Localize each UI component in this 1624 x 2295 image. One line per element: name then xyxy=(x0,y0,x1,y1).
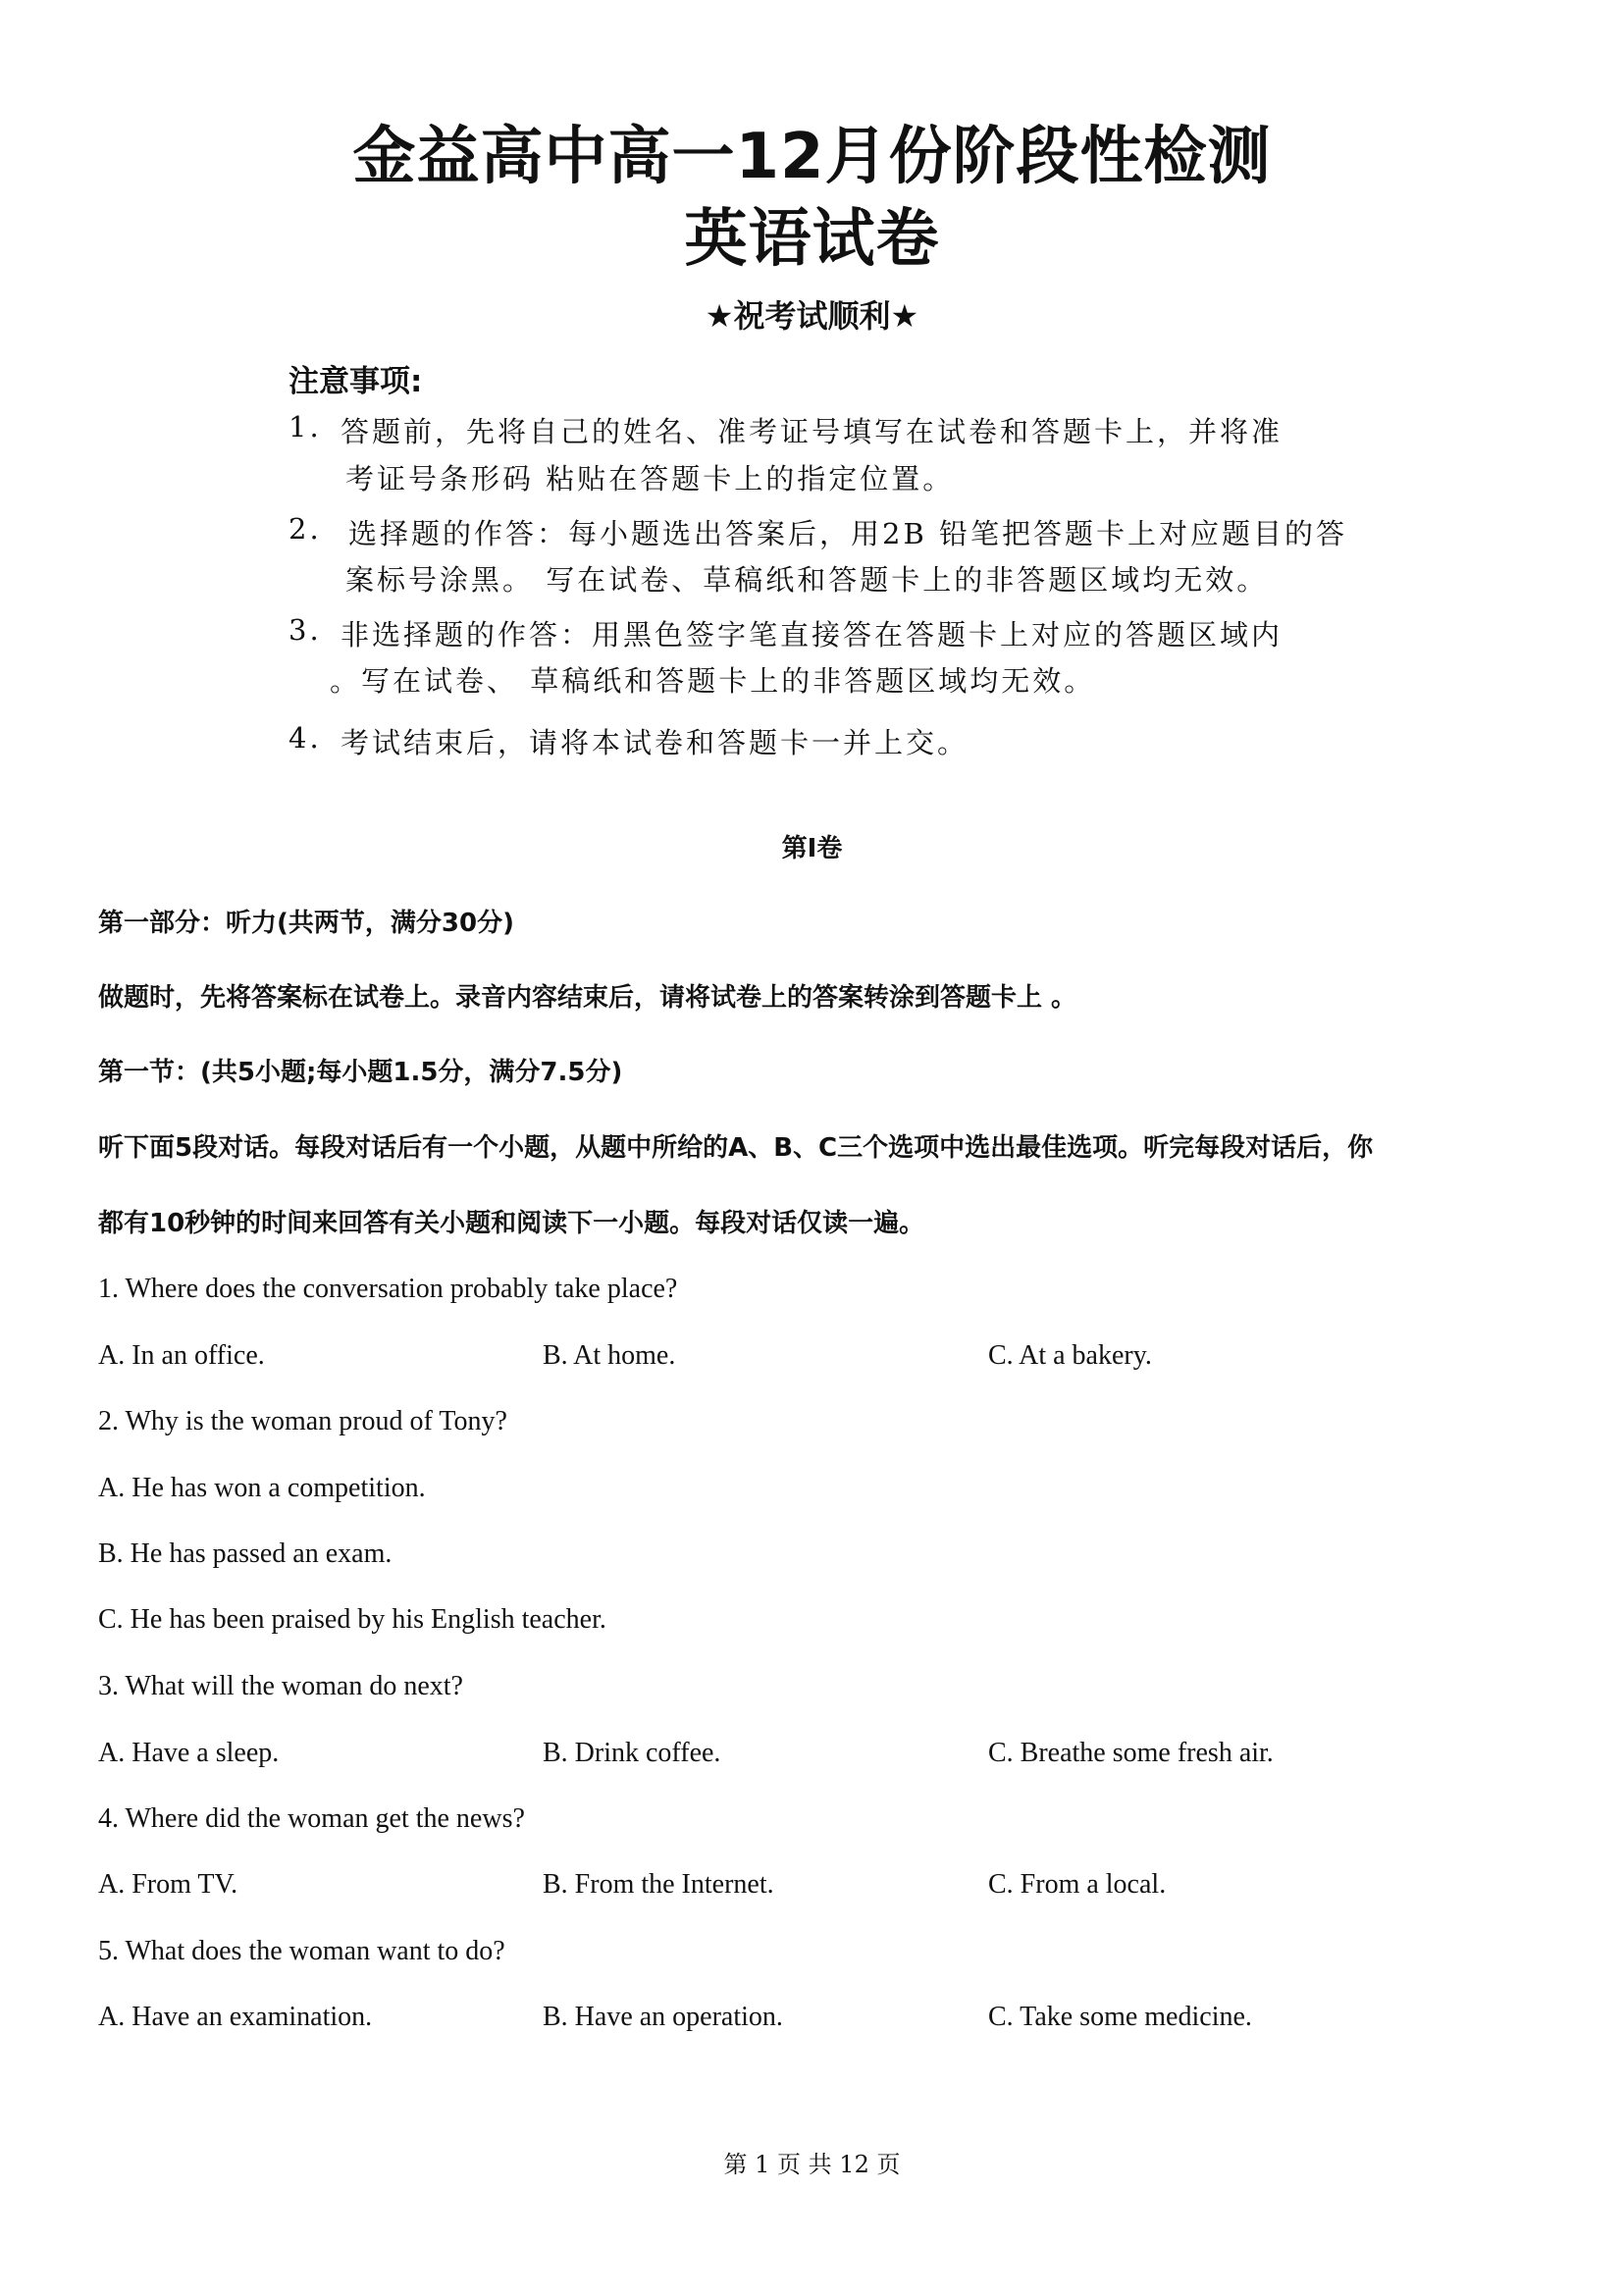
section1-instruction-line1: 听下面5段对话。每段对话后有一个小题，从题中所给的A、B、C三个选项中选出最佳选项。听完每段对话后，你 xyxy=(98,1133,1374,1163)
question-2-option-b[interactable]: B. He has passed an exam. xyxy=(98,1539,393,1569)
question-3-stem: 3. What will the woman do next? xyxy=(98,1671,463,1701)
exam-title-line2: 英语试卷 xyxy=(684,203,940,276)
question-1-stem: 1. Where does the conversation probably take place? xyxy=(98,1274,678,1304)
question-4-option-b[interactable]: B. From the Internet. xyxy=(543,1869,774,1900)
question-3-option-a[interactable]: A. Have a sleep. xyxy=(98,1738,280,1768)
notice-item-2-line1: 选择题的作答：每小题选出答案后，用2B 铅笔把答题卡上对应题目的答 xyxy=(348,517,1347,550)
question-4-stem: 4. Where did the woman get the news? xyxy=(98,1803,525,1834)
question-5-option-b[interactable]: B. Have an operation. xyxy=(543,2002,783,2032)
notice-item-3-line2: 。写在试卷、 草稿纸和答题卡上的非答题区域均无效。 xyxy=(330,664,1096,698)
question-2-option-c[interactable]: C. He has been praised by his English teacher. xyxy=(98,1604,606,1635)
notice-item-4-line1: 考试结束后，请将本试卷和答题卡一并上交。 xyxy=(341,726,969,759)
part1-heading: 第一部分：听力(共两节，满分30分) xyxy=(98,909,514,938)
notice-item-1-line2: 考证号条形码 粘贴在答题卡上的指定位置。 xyxy=(345,462,955,496)
question-3-option-c[interactable]: C. Breathe some fresh air. xyxy=(988,1738,1274,1768)
notice-item-2-num: 2. xyxy=(288,512,322,546)
question-1-option-c[interactable]: C. At a bakery. xyxy=(988,1340,1152,1371)
section1-instruction-line2: 都有10秒钟的时间来回答有关小题和阅读下一小题。每段对话仅读一遍。 xyxy=(98,1209,925,1238)
section1-heading: 第一节：(共5小题;每小题1.5分，满分7.5分) xyxy=(98,1058,623,1087)
good-luck-wish: ★祝考试顺利★ xyxy=(705,297,919,335)
notice-item-2-line2: 案标号涂黑。 写在试卷、草稿纸和答题卡上的非答题区域均无效。 xyxy=(345,563,1269,597)
notice-heading: 注意事项: xyxy=(288,364,423,399)
question-3-option-b[interactable]: B. Drink coffee. xyxy=(543,1738,721,1768)
question-2-stem: 2. Why is the woman proud of Tony? xyxy=(98,1406,507,1436)
question-2-option-a[interactable]: A. He has won a competition. xyxy=(98,1473,426,1503)
question-1-option-b[interactable]: B. At home. xyxy=(543,1340,676,1371)
question-5-option-a[interactable]: A. Have an examination. xyxy=(98,2002,373,2032)
notice-item-1-line1: 答题前，先将自己的姓名、准考证号填写在试卷和答题卡上，并将准 xyxy=(341,415,1283,448)
question-1-option-a[interactable]: A. In an office. xyxy=(98,1340,265,1371)
question-4-option-c[interactable]: C. From a local. xyxy=(988,1869,1167,1900)
notice-item-4-num: 4. xyxy=(288,721,322,755)
notice-item-1-num: 1. xyxy=(288,410,322,443)
notice-item-3-num: 3. xyxy=(288,613,322,647)
exam-title-line1: 金益高中高一12月份阶段性检测 xyxy=(352,121,1272,193)
question-4-option-a[interactable]: A. From TV. xyxy=(98,1869,238,1900)
question-5-stem: 5. What does the woman want to do? xyxy=(98,1936,505,1966)
page-number-footer: 第 1 页 共 12 页 xyxy=(723,2151,901,2178)
question-5-option-c[interactable]: C. Take some medicine. xyxy=(988,2002,1252,2032)
notice-item-3-line1: 非选择题的作答：用黑色签字笔直接答在答题卡上对应的答题区域内 xyxy=(341,618,1283,652)
volume-heading: 第Ⅰ卷 xyxy=(781,834,843,863)
part1-instruction: 做题时，先将答案标在试卷上。录音内容结束后，请将试卷上的答案转涂到答题卡上 。 xyxy=(98,983,1077,1013)
